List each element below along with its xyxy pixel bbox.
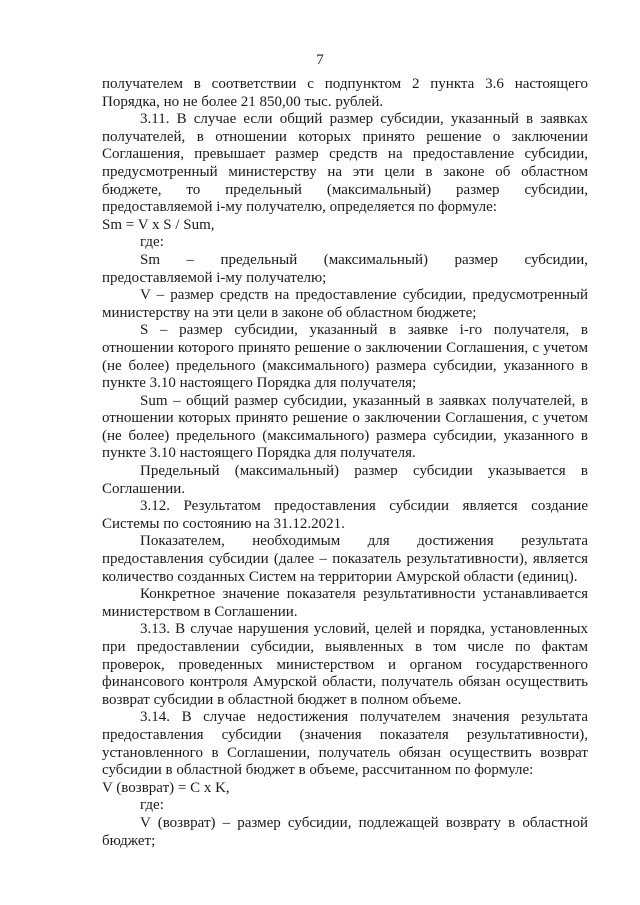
document-body [102, 76, 588, 850]
value-note: Конкретное значение показателя результативности устанавливается министерством в Соглашении. [102, 586, 588, 620]
page-number: 7 [316, 52, 324, 68]
formula-return: V (возврат) = C x K, [102, 779, 230, 796]
paragraph-3-14: 3.14. В случае недостижения получателем значения результата предоставления субсидии (значения показателя результативности), установленного в Соглашении, получатель обязан осуществить возврат субсидии в областной бюджет в объеме, рассчитанном по формуле: [102, 709, 588, 779]
definition-v-return: V (возврат) – размер субсидии, подлежащей возврату в областной бюджет; [102, 814, 588, 849]
indicator-paragraph: Показателем, необходимым для достижения результата предоставления субсидии (далее – показатель результативности), является количество созданных Систем на территории Амурской области (единиц). [102, 533, 588, 585]
definition-s: S – размер субсидии, указанный в заявке i-го получателя, в отношении которого принято решение о заключении Соглашения, с учетом (не более) предельного (максимального) размера субсидии, указанного в пункте 3.10 настоящего Порядка для получателя; [102, 322, 588, 392]
paragraph-continuation: получателем в соответствии с подпунктом 2 пункта 3.6 настоящего Порядка, но не более 21 850,00 тыс. рублей. [102, 76, 588, 110]
paragraph-3-12: 3.12. Результатом предоставления субсидии является создание Системы по состоянию на 31.12.2021. [102, 498, 588, 532]
paragraph-3-11: 3.11. В случае если общий размер субсидии, указанный в заявках получателей, в отношении которых принято решение о заключении Соглашения, превышает размер средств на предоставление субсидии, предусмотренный министерству на эти цели в законе об областном бюджете, то предельный (максимальный) размер субсидии, предоставляемой i-му получателю, определяется по формуле: [102, 111, 588, 216]
where-label-2: где: [140, 797, 164, 814]
where-label-1: где: [140, 234, 164, 251]
definition-sm: Sm – предельный (максимальный) размер субсидии, предоставляемой i-му получателю; [102, 251, 588, 286]
limit-note: Предельный (максимальный) размер субсидии указывается в Соглашении. [102, 463, 588, 497]
formula-sm: Sm = V x S / Sum, [102, 216, 215, 233]
definition-sum: Sum – общий размер субсидии, указанный в заявках получателей, в отношении которых принято решение о заключении Соглашения, с учетом (не более) предельного (максимального) размера субсидии, указанного в пункте 3.10 настоящего Порядка для получателя. [102, 392, 588, 462]
paragraph-3-13: 3.13. В случае нарушения условий, целей и порядка, установленных при предоставлении субсидии, выявленных в том числе по фактам проверок, проведенных министерством и органом государственного финансового контроля Амурской области, получатель обязан осуществить возврат субсидии в областной бюджет в полном объеме. [102, 621, 588, 708]
definition-v: V – размер средств на предоставление субсидии, предусмотренный министерству на эти цели в законе об областном бюджете; [102, 287, 588, 321]
